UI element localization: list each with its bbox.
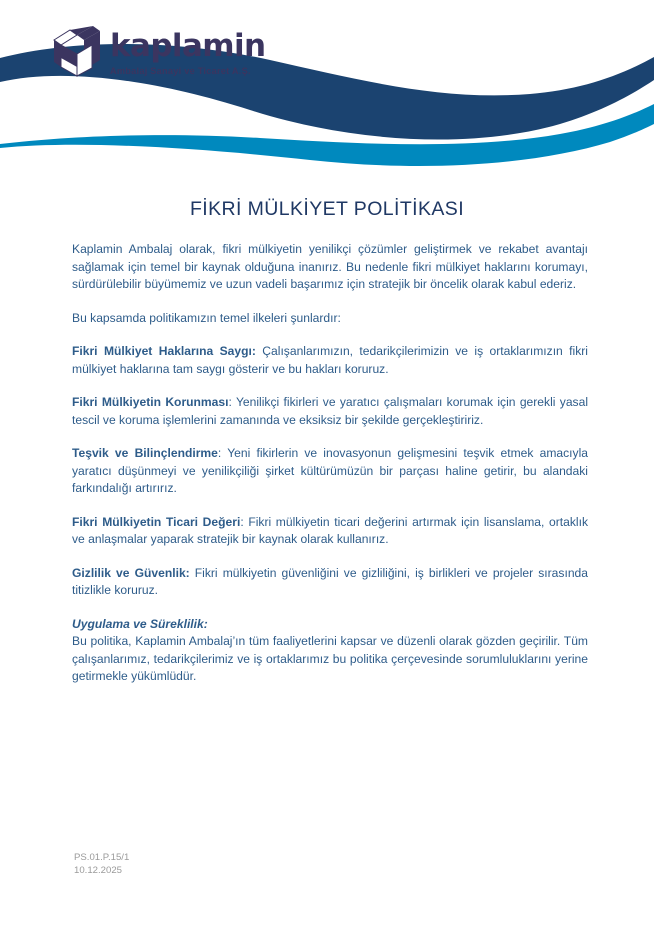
paragraph-text: : Fikri mülkiyetin ticari değerini artırmak için lisanslama, ortaklık ve anlaşmalar yaparak stratejik bir kaynak olarak kullanırız. — [72, 514, 588, 546]
paragraph-text: Fikri mülkiyetin güvenliğini ve gizliliğini, iş birlikleri ve projeler sırasında titizlikle koruruz. — [72, 565, 588, 597]
paragraph — [72, 241, 588, 294]
paragraph — [72, 394, 588, 429]
paragraph-lead: Teşvik ve Bilinçlendirme — [72, 446, 218, 460]
logo-wordmark: kaplamin — [110, 28, 266, 64]
final-section-text: Bu politika, Kaplamin Ambalaj’ın tüm faaliyetlerini kapsar ve düzenli olarak gözden geçirilir. Tüm çalışanlarımız, tedarikçilerimiz ve iş ortaklarımız bu politika çerçevesinde sorumluluklarını yerine getirmekle yükümlüdür. — [72, 634, 588, 683]
paragraph — [72, 343, 588, 378]
logo-tagline: Ambalaj Sanayi ve Ticaret A.Ş. — [110, 66, 251, 76]
paragraph-text: Kaplamin Ambalaj olarak, fikri mülkiyetin yenilikçi çözümler geliştirmek ve rekabet avantajı sağlamak için temel bir kaynak olduğuna inanırız. Bu nedenle fikri mülkiyet haklarını korumayı, sürdürülebilir büyümemiz ve uzun vadeli başarımız için stratejik bir öncelik olarak kabul ederiz. — [72, 242, 588, 291]
paragraph-lead: Fikri Mülkiyet Haklarına Saygı: — [72, 344, 256, 358]
page-title: FİKRİ MÜLKİYET POLİTİKASI — [189, 198, 465, 220]
document-body — [72, 241, 588, 686]
paragraph-text: : Yeni fikirlerin ve inovasyonun gelişmesini teşvik etmek amacıyla yaratıcı düşünmeyi ve yenilikçiliği şirket kültürümüzün bir parçası haline getirir, bu alandaki farkındalığı artırırız. — [72, 446, 588, 495]
paragraph — [72, 445, 588, 498]
paragraph — [72, 565, 588, 600]
paragraph-lead: Fikri Mülkiyetin Ticari Değeri — [72, 514, 241, 529]
footer-date: 10.12.2025 — [74, 865, 123, 876]
paragraph-text: Bu kapsamda politikamızın temel ilkeleri şunlardır: — [72, 310, 341, 325]
open-box-icon — [52, 24, 102, 78]
paragraph-text: : Yenilikçi fikirleri ve yaratıcı çalışmaları korumak için gerekli yasal tescil ve koruma işlemlerini zamanında ve eksiksiz bir şekilde gerçekleştiririz. — [72, 395, 589, 427]
paragraph — [72, 310, 588, 328]
paragraph-lead: Gizlilik ve Güvenlik: — [72, 565, 190, 580]
final-section-heading: Uygulama ve Süreklilik: — [72, 616, 208, 631]
final-section — [72, 616, 588, 686]
footer — [74, 851, 129, 877]
header-banner — [0, 0, 654, 185]
paragraph-text: Çalışanlarımızın, tedarikçilerimizin ve iş ortaklarımızın fikri mülkiyet haklarına tam saygı gösterir ve bu hakları koruruz. — [72, 344, 588, 376]
paragraph-lead: Fikri Mülkiyetin Korunması — [72, 395, 229, 409]
footer-doc-code: PS.01.P.15/1 — [74, 852, 130, 863]
company-logo — [52, 24, 265, 78]
paragraph — [72, 514, 588, 549]
logo-text — [110, 24, 265, 76]
